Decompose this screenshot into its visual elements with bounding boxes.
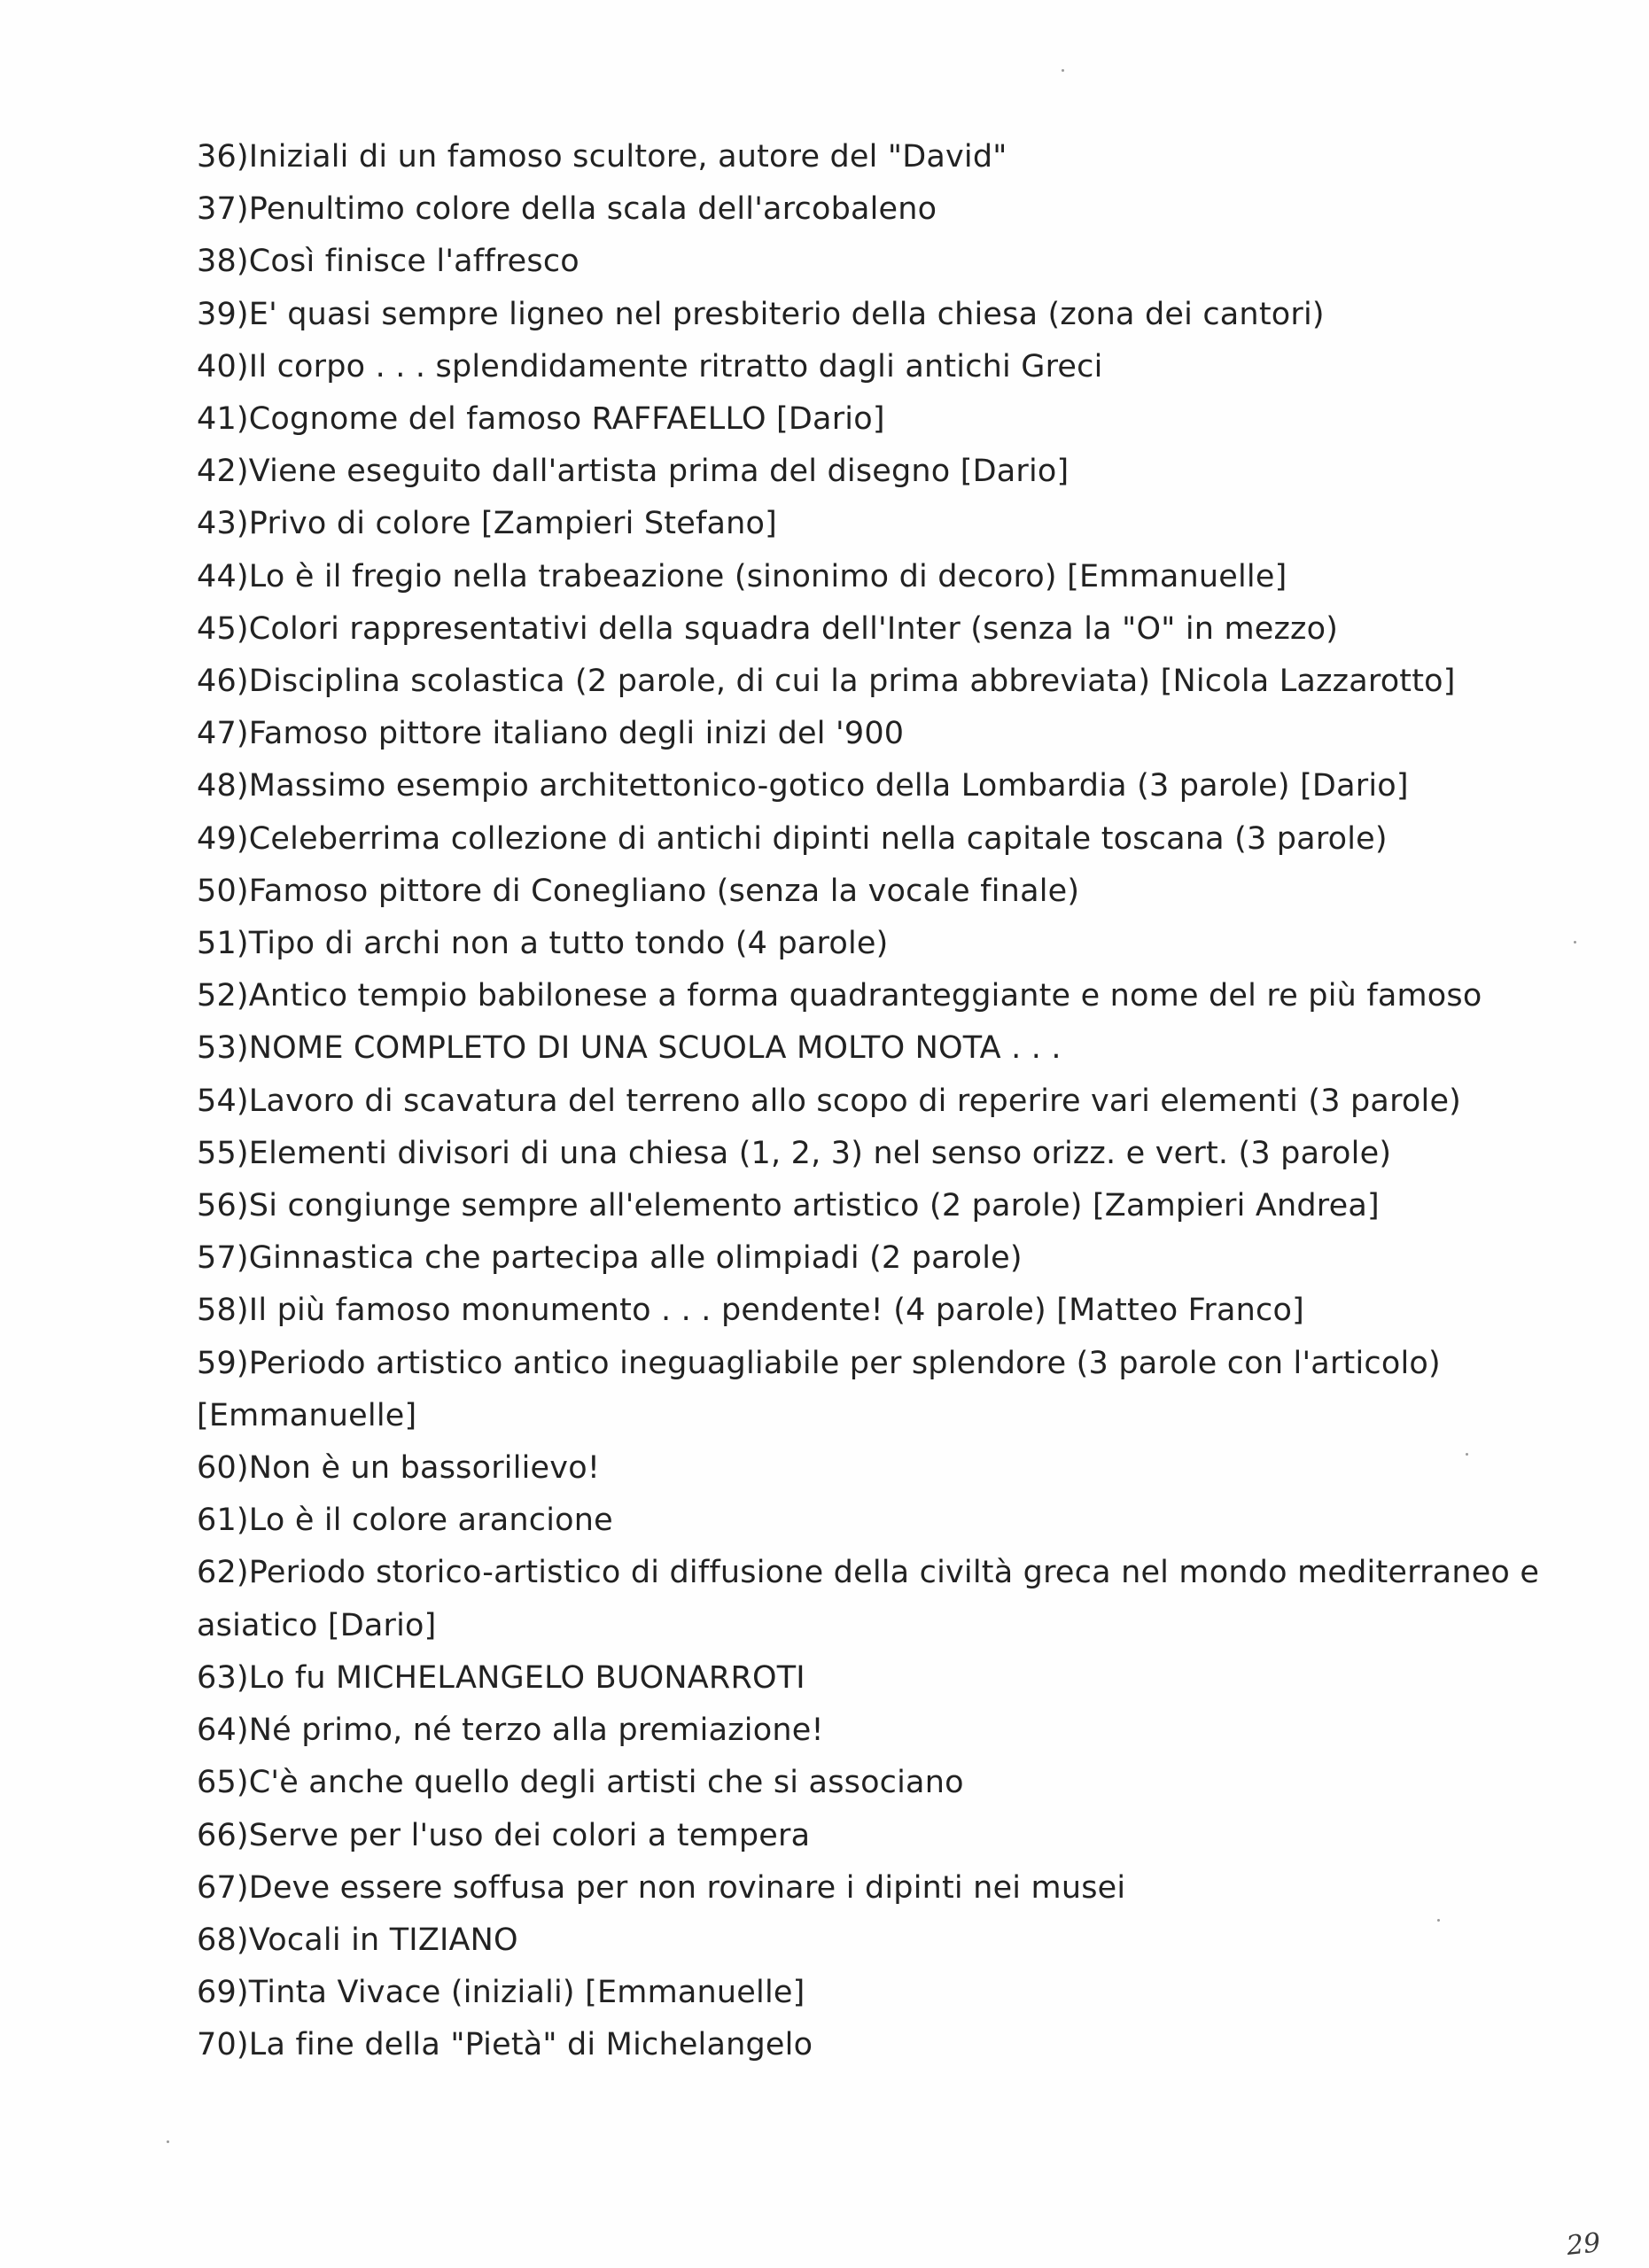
scan-speck: [1437, 1919, 1440, 1922]
clue-64: 64)Né primo, né terzo alla premiazione!: [197, 1713, 824, 1749]
clue-46: 46)Disciplina scolastica (2 parole, di cui la prima abbreviata) [Nicola Lazzarotto]: [197, 664, 1456, 700]
clue-59: 59)Periodo artistico antico ineguagliabile per splendore (3 parole con l'articolo) [Emmanuelle]: [197, 1345, 1441, 1433]
clue-51: 51)Tipo di archi non a tutto tondo (4 parole): [197, 926, 889, 962]
clue-39: 39)E' quasi sempre ligneo nel presbiterio della chiesa (zona dei cantori): [197, 296, 1325, 332]
clue-58: 58)Il più famoso monumento . . . pendente! (4 parole) [Matteo Franco]: [197, 1293, 1304, 1329]
clue-56: 56)Si congiunge sempre all'elemento artistico (2 parole) [Zampieri Andrea]: [197, 1188, 1380, 1224]
clue-68: 68)Vocali in TIZIANO: [197, 1922, 518, 1958]
clue-65: 65)C'è anche quello degli artisti che si associano: [197, 1765, 964, 1801]
clue-40: 40)Il corpo . . . splendidamente ritratto dagli antichi Greci: [197, 348, 1103, 384]
clue-50: 50)Famoso pittore di Conegliano (senza la vocale finale): [197, 873, 1080, 909]
clue-60: 60)Non è un bassorilievo!: [197, 1450, 601, 1487]
clue-61: 61)Lo è il colore arancione: [197, 1503, 613, 1539]
clue-49: 49)Celeberrima collezione di antichi dipinti nella capitale toscana (3 parole): [197, 820, 1388, 857]
clue-53: 53)NOME COMPLETO DI UNA SCUOLA MOLTO NOTA . . .: [197, 1030, 1062, 1067]
clue-62: 62)Periodo storico-artistico di diffusione della civiltà greca nel mondo mediterraneo e asiatico [Dario]: [197, 1555, 1540, 1643]
clue-70: 70)La fine della "Pietà" di Michelangelo: [197, 2027, 813, 2063]
clue-38: 38)Così finisce l'affresco: [197, 244, 579, 280]
clue-67: 67)Deve essere soffusa per non rovinare i dipinti nei musei: [197, 1869, 1126, 1906]
clue-42: 42)Viene eseguito dall'artista prima del disegno [Dario]: [197, 454, 1070, 490]
clue-41: 41)Cognome del famoso RAFFAELLO [Dario]: [197, 401, 885, 438]
clue-48: 48)Massimo esempio architettonico-gotico della Lombardia (3 parole) [Dario]: [197, 768, 1409, 804]
clue-36: 36)Iniziali di un famoso scultore, autore del "David": [197, 139, 1007, 175]
clue-69: 69)Tinta Vivace (iniziali) [Emmanuelle]: [197, 1975, 805, 2011]
clue-45: 45)Colori rappresentativi della squadra dell'Inter (senza la "O" in mezzo): [197, 610, 1339, 647]
clue-list: [197, 131, 1579, 2072]
page-number: 29: [1565, 2227, 1602, 2262]
clue-44: 44)Lo è il fregio nella trabeazione (sinonimo di decoro) [Emmanuelle]: [197, 558, 1287, 594]
clue-54: 54)Lavoro di scavatura del terreno allo scopo di reperire vari elementi (3 parole): [197, 1083, 1462, 1119]
clue-57: 57)Ginnastica che partecipa alle olimpiadi (2 parole): [197, 1240, 1023, 1277]
clue-66: 66)Serve per l'uso dei colori a tempera: [197, 1817, 811, 1853]
clue-37: 37)Penultimo colore della scala dell'arcobaleno: [197, 191, 937, 228]
clue-47: 47)Famoso pittore italiano degli inizi del '900: [197, 716, 905, 752]
scan-speck: [167, 2140, 169, 2143]
clue-52: 52)Antico tempio babilonese a forma quadranteggiante e nome del re più famoso: [197, 978, 1482, 1014]
clue-43: 43)Privo di colore [Zampieri Stefano]: [197, 506, 777, 542]
clue-55: 55)Elementi divisori di una chiesa (1, 2, 3) nel senso orizz. e vert. (3 parole): [197, 1135, 1392, 1171]
scan-speck: [1574, 941, 1576, 944]
scan-speck: [1062, 69, 1064, 72]
clue-63: 63)Lo fu MICHELANGELO BUONARROTI: [197, 1659, 805, 1696]
scan-speck: [1466, 1453, 1468, 1456]
